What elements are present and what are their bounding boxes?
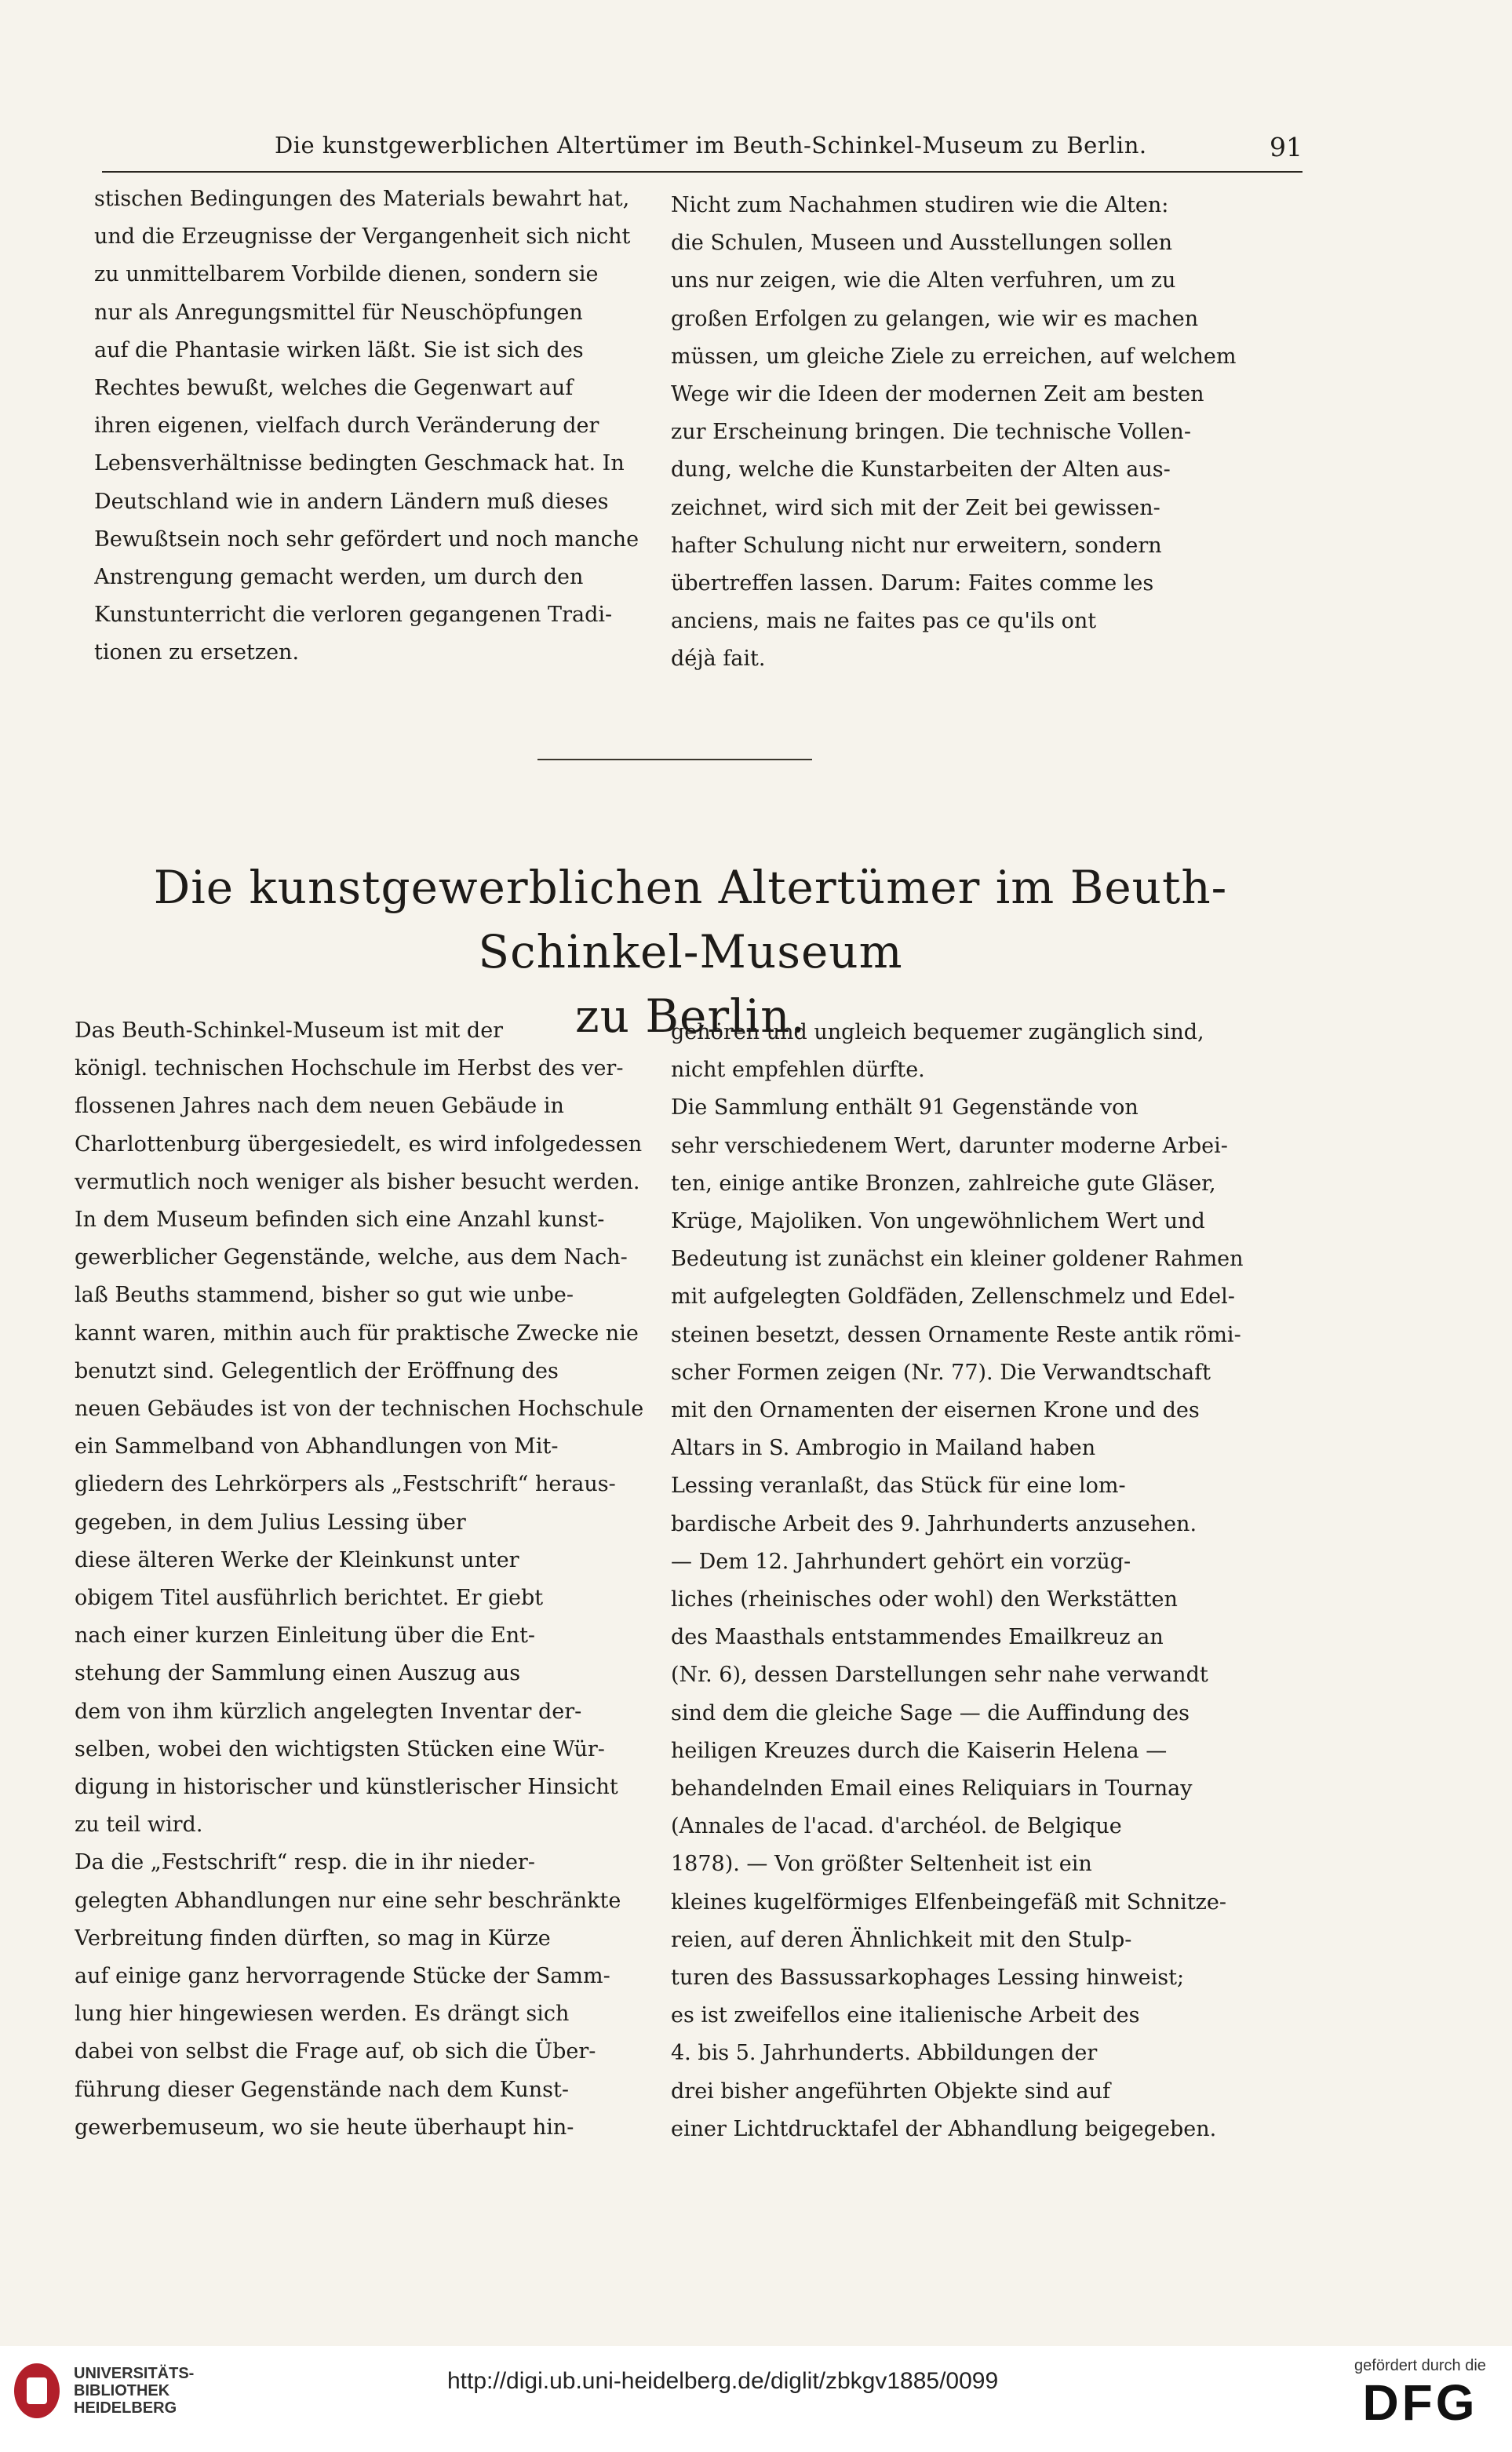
text-line: ein Sammelband von Abhandlungen von Mit-: [75, 1434, 559, 1459]
library-name: [74, 2365, 194, 2417]
text-line: zu teil wird.: [75, 1813, 203, 1838]
library-name-line3: HEIDELBERG: [74, 2399, 177, 2417]
text-line: Nicht zum Nachahmen studiren wie die Alten:: [671, 193, 1169, 217]
text-line: tionen zu ersetzen.: [94, 640, 300, 665]
text-line: diese älteren Werke der Kleinkunst unter: [75, 1547, 519, 1572]
text-line: Lebensverhältnisse bedingten Geschmack hat. In: [94, 451, 625, 476]
text-line: stehung der Sammlung einen Auszug aus: [75, 1661, 521, 1686]
text-line: vermutlich noch weniger als bisher besucht werden.: [75, 1169, 640, 1194]
text-line: Charlottenburg übergesiedelt, es wird infolgedessen: [75, 1131, 643, 1157]
text-line: königl. technischen Hochschule im Herbst des ver-: [75, 1056, 624, 1081]
header-rule: [102, 171, 1303, 173]
running-title: Die kunstgewerblichen Altertümer im Beuth-Schinkel-Museum zu Berlin.: [275, 132, 1147, 158]
text-line: (Annales de l'acad. d'archéol. de Belgique: [671, 1814, 1122, 1839]
text-line: zu unmittelbarem Vorbilde dienen, sondern sie: [94, 262, 599, 287]
article-title-line1: Die kunstgewerblichen Altertümer im Beuth-Schinkel-Museum: [153, 861, 1228, 978]
text-line: selben, wobei den wichtigsten Stücken eine Wür-: [75, 1736, 605, 1762]
text-line: behandelnden Email eines Reliquiars in Tournay: [671, 1776, 1193, 1802]
text-line: gliedern des Lehrkörpers als „Festschrift“ heraus-: [75, 1472, 616, 1497]
text-line: großen Erfolgen zu gelangen, wie wir es machen: [671, 306, 1199, 331]
text-line: neuen Gebäudes ist von der technischen Hochschule: [75, 1397, 644, 1422]
text-line: sehr verschiedenem Wert, darunter moderne Arbei-: [671, 1133, 1228, 1158]
text-line: laß Beuths stammend, bisher so gut wie unbe-: [75, 1283, 574, 1308]
text-line: dem von ihm kürzlich angelegten Inventar der-: [75, 1699, 582, 1724]
text-line: lung hier hingewiesen werden. Es drängt sich: [75, 2002, 570, 2027]
text-line: auf die Phantasie wirken läßt. Sie ist sich des: [94, 337, 584, 363]
text-line: zur Erscheinung bringen. Die technische Vollen-: [671, 420, 1191, 445]
text-line: müssen, um gleiche Ziele zu erreichen, auf welchem: [671, 344, 1237, 369]
text-line: bardische Arbeit des 9. Jahrhunderts anzusehen.: [671, 1511, 1197, 1536]
bottom-right-column: [671, 1014, 1283, 2148]
text-line: ten, einige antike Bronzen, zahlreiche gute Gläser,: [671, 1171, 1216, 1196]
section-separator: [537, 759, 812, 760]
text-line: Kunstunterricht die verloren gegangenen Tradi-: [94, 603, 613, 628]
bottom-left-column: [75, 1012, 679, 2147]
text-line: obigem Titel ausführlich berichtet. Er giebt: [75, 1586, 544, 1611]
funding-note: gefördert durch die: [1354, 2357, 1486, 2374]
text-line: nur als Anregungsmittel für Neuschöpfungen: [94, 300, 583, 325]
text-line: Altars in S. Ambrogio in Mailand haben: [671, 1436, 1096, 1461]
text-line: es ist zweifellos eine italienische Arbeit des: [671, 2003, 1140, 2028]
text-line: (Nr. 6), dessen Darstellungen sehr nahe verwandt: [671, 1663, 1208, 1688]
text-line: kannt waren, mithin auch für praktische Zwecke nie: [75, 1321, 639, 1346]
dfg-logo-icon: DFG: [1362, 2374, 1478, 2431]
text-line: auf einige ganz hervorragende Stücke der Samm-: [75, 1964, 610, 1989]
text-line: drei bisher angeführten Objekte sind auf: [671, 2079, 1111, 2104]
text-line: Bedeutung ist zunächst ein kleiner goldener Rahmen: [671, 1247, 1244, 1272]
text-line: führung dieser Gegenstände nach dem Kunst-: [75, 2077, 569, 2102]
text-line: Deutschland wie in andern Ländern muß dieses: [94, 489, 609, 514]
text-line: mit aufgelegten Goldfäden, Zellenschmelz und Edel-: [671, 1284, 1235, 1310]
text-line: Verbreitung finden dürften, so mag in Kürze: [75, 1926, 551, 1951]
text-line: heiligen Kreuzes durch die Kaiserin Helena —: [671, 1738, 1168, 1763]
text-line: 4. bis 5. Jahrhunderts. Abbildungen der: [671, 2041, 1098, 2066]
text-line: ihren eigenen, vielfach durch Veränderung der: [94, 414, 599, 439]
text-line: steinen besetzt, dessen Ornamente Reste antik römi-: [671, 1322, 1241, 1347]
text-line: Lessing veranlaßt, das Stück für eine lom-: [671, 1474, 1126, 1499]
library-name-line2: BIBLIOTHEK: [74, 2382, 170, 2399]
text-line: Da die „Festschrift“ resp. die in ihr nieder-: [75, 1850, 535, 1875]
text-line: nach einer kurzen Einleitung über die Ent-: [75, 1623, 536, 1649]
source-url-link[interactable]: http://digi.ub.uni-heidelberg.de/diglit/zbkgv1885/0099: [447, 2368, 999, 2394]
text-line: kleines kugelförmiges Elfenbeingefäß mit Schnitze-: [671, 1889, 1226, 1915]
text-line: Wege wir die Ideen der modernen Zeit am besten: [671, 382, 1204, 407]
text-line: gewerbemuseum, wo sie heute überhaupt hin-: [75, 2115, 574, 2140]
text-line: turen des Bassussarkophages Lessing hinweist;: [671, 1966, 1185, 1991]
text-line: digung in historischer und künstlerischer Hinsicht: [75, 1775, 618, 1800]
text-line: einer Lichtdrucktafel der Abhandlung beigegeben.: [671, 2116, 1217, 2141]
text-line: mit den Ornamenten der eisernen Krone und des: [671, 1398, 1200, 1423]
text-line: dabei von selbst die Frage auf, ob sich die Über-: [75, 2039, 596, 2064]
text-line: — Dem 12. Jahrhundert gehört ein vorzüg-: [671, 1549, 1131, 1574]
text-line: liches (rheinisches oder wohl) den Werkstätten: [671, 1587, 1178, 1612]
text-line: Das Beuth-Schinkel-Museum ist mit der: [75, 1018, 504, 1043]
page-number: 91: [1270, 132, 1303, 162]
library-name-line1: UNIVERSITÄTS-: [74, 2365, 195, 2382]
text-line: nicht empfehlen dürfte.: [671, 1058, 925, 1083]
top-right-column: [671, 187, 1283, 679]
article-title-line2: zu Berlin.: [575, 989, 806, 1043]
text-line: uns nur zeigen, wie die Alten verfuhren, um zu: [671, 268, 1176, 293]
text-line: anciens, mais ne faites pas ce qu'ils ont: [671, 609, 1097, 634]
university-library-logo-icon: [14, 2363, 60, 2418]
text-line: sind dem die gleiche Sage — die Auffindung des: [671, 1700, 1190, 1725]
footer-bar: [0, 2346, 1512, 2452]
text-line: Bewußtsein noch sehr gefördert und noch manche: [94, 526, 639, 552]
text-line: die Schulen, Museen und Ausstellungen sollen: [671, 231, 1172, 256]
text-line: dung, welche die Kunstarbeiten der Alten aus-: [671, 457, 1171, 483]
text-line: 1878). — Von größter Seltenheit ist ein: [671, 1852, 1092, 1877]
text-line: übertreffen lassen. Darum: Faites comme les: [671, 571, 1154, 596]
top-left-column: [94, 180, 675, 672]
text-line: déjà fait.: [671, 647, 766, 672]
text-line: gegeben, in dem Julius Lessing über: [75, 1510, 466, 1535]
text-line: flossenen Jahres nach dem neuen Gebäude in: [75, 1094, 564, 1119]
dfg-logo-block[interactable]: [1346, 2357, 1495, 2430]
text-line: Krüge, Majoliken. Von ungewöhnlichem Wert und: [671, 1209, 1205, 1234]
text-line: zeichnet, wird sich mit der Zeit bei gewissen-: [671, 495, 1160, 520]
text-line: reien, auf deren Ähnlichkeit mit den Stulp-: [671, 1927, 1132, 1952]
text-line: Die Sammlung enthält 91 Gegenstände von: [671, 1095, 1139, 1120]
text-line: In dem Museum befinden sich eine Anzahl kunst-: [75, 1208, 605, 1233]
library-logo-block[interactable]: [14, 2363, 194, 2418]
text-line: stischen Bedingungen des Materials bewahrt hat,: [94, 187, 630, 211]
text-line: und die Erzeugnisse der Vergangenheit sich nicht: [94, 224, 631, 250]
text-line: gehören und ungleich bequemer zugänglich sind,: [671, 1020, 1204, 1044]
text-line: scher Formen zeigen (Nr. 77). Die Verwandtschaft: [671, 1360, 1211, 1385]
text-line: hafter Schulung nicht nur erweitern, sondern: [671, 533, 1162, 558]
text-line: des Maasthals entstammendes Emailkreuz an: [671, 1625, 1164, 1650]
text-line: Anstrengung gemacht werden, um durch den: [94, 565, 584, 590]
text-line: gelegten Abhandlungen nur eine sehr beschränkte: [75, 1888, 621, 1913]
text-line: gewerblicher Gegenstände, welche, aus dem Nach-: [75, 1245, 628, 1270]
text-line: Rechtes bewußt, welches die Gegenwart auf: [94, 376, 574, 401]
text-line: benutzt sind. Gelegentlich der Eröffnung des: [75, 1358, 559, 1383]
